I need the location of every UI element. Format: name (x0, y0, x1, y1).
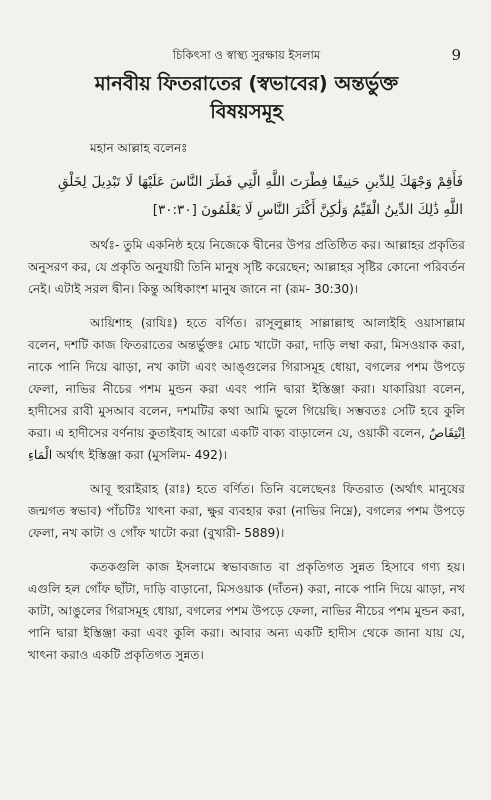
hadith-aishah-text: আয়িশাহ (রাযিঃ) হতে বর্ণিত। রাসূলুল্লাহ সাল্লাল্লাহু আলাইহি ওয়াসাল্লাম বলেন, দশটি কাজ ফিতরাতের অন্তর্ভুক্তঃ মোচ খাটো করা, দাড়ি লম্বা করা, মিসওয়াক করা, নাকে পানি দিয়ে ঝাড়া, নখ কাটা এবং আঙ্গুলের গিরাসমূহ ধোয়া, বগলের পশম উপড়ে ফেলা, নাভির নীচের পশম মুন্ডন করা এবং পানি দ্বারা ইস্তিঞ্জা করা। যাকারিয়া বলেন, হাদীসের রাবী মুসআব বলেন, দশমটির কথা আমি ভুলে গিয়েছি। সম্ভবতঃ সেটি হবে কুলি করা। এ হাদীসের বর্ণনায় কুতাইবাহ আরো একটি বাক্য বাড়ালেন যে, ওয়াকী বলেন, (28, 316, 465, 440)
running-header (28, 44, 465, 66)
hadith-aishah-arabic: اِنْتِقَاصُ الْمَاءِ (28, 425, 465, 462)
page-number: 9 (451, 46, 461, 64)
closing-paragraph: কতকগুলি কাজ ইসলামে স্বভাবজাত বা প্রকৃতিগত সুন্নত হিসাবে গণ্য হয়। এগুলি হল গোঁফ ছাঁটা, দাড়ি বাড়ানো, মিসওয়াক (দাঁতন) করা, নাকে পানি দিয়ে ঝাড়া, নখ কাটা, আঙুলের গিরাসমূহ ধোয়া, বগলের পশম উপড়ে ফেলা, নাভির নীচের পশম মুন্ডন করা, পানি দ্বারা ইস্তিঞ্জা করা এবং কুলি করা। আবার অন্য একটি হাদীস থেকে জানা যায় যে, খাৎনা করাও একটি প্রকৃতিগত সুন্নত। (28, 560, 465, 662)
hadith-abu-hurairah: আবূ হুরাইরাহ (রাঃ) হতে বর্ণিত। তিনি বলেছেনঃ ফিতরাত (অর্থাৎ মানুষের জন্মগত স্বভাব) পাঁচটিঃ খাৎনা করা, ক্ষুর ব্যবহার করা (নাভির নিম্নে), বগলের পশম উপড়ে ফেলা, নখ কাটা ও গোঁফ খাটো করা (বুখারী- 5889)। (28, 482, 465, 540)
quran-verse: فَأَقِمْ وَجْهَكَ لِلدِّينِ حَنِيفًا فِطْرَتَ اللَّهِ الَّتِي فَطَرَ النَّاسَ عَلَيْهَا لَا تَبْدِيلَ لِخَلْقِ اللَّهِ ذَٰلِكَ الدِّينُ الْقَيِّمُ وَلَٰكِنَّ أَكْثَرَ النَّاسِ لَا يَعْلَمُونَ [٣٠:٣٠] (58, 174, 463, 218)
chapter-title (28, 70, 465, 126)
hadith-aishah (28, 312, 465, 466)
quran-intro: মহান আল্লাহ বলেনঃ (90, 141, 188, 155)
running-title: চিকিৎসা ও স্বাস্থ্য সুরক্ষায় ইসলাম (172, 48, 321, 62)
chapter-title-line-1: মানবীয় ফিতরাতের (স্বভাবের) অন্তর্ভুক্ত (94, 72, 399, 95)
hadith-aishah-tail: অর্থাৎ ইস্তিঞ্জা করা (মুসলিম- 492)। (56, 448, 228, 462)
chapter-title-line-2: বিষয়সমূহ (210, 100, 283, 123)
verse-translation: অর্থঃ- তুমি একনিষ্ঠ হয়ে নিজেকে দ্বীনের উপর প্রতিষ্ঠিত কর। আল্লাহর প্রকৃতির অনুসরণ কর, যে প্রকৃতি অনুযায়ী তিনি মানুষ সৃষ্টি করেছেন; আল্লাহর সৃষ্টির কোনো পরিবর্তন নেই। এটাই সরল দ্বীন। কিন্তু অধিকাংশ মানুষ জানে না (রূম- 30:30)। (28, 238, 465, 296)
